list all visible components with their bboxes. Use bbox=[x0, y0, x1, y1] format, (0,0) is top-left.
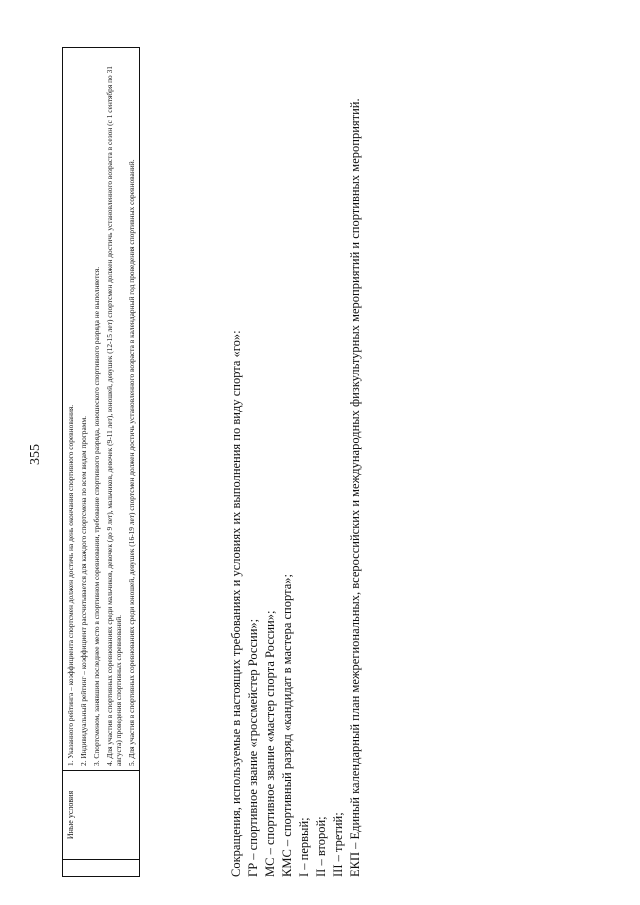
abbreviations-intro: Сокращения, используемые в настоящих требованиях и условиях их выполнения по виду спорта «го»: bbox=[229, 330, 243, 877]
condition-3: 3. Спортсменом, занявшим последнее место в спортивном соревновании, требование спортивного разряда, юношеского спортивного разряда не выполняется. bbox=[92, 266, 101, 766]
abbreviation-third: III – третий; bbox=[331, 812, 345, 877]
condition-1: 1. Указанного рейтинга – коэффициента спортсмен должен достичь на день окончания спортивного соревнования. bbox=[66, 404, 75, 766]
table-cell-empty bbox=[63, 860, 140, 877]
abbreviation-ms: МС – спортивное звание «мастер спорта России»; bbox=[263, 610, 277, 877]
abbreviation-ekp: ЕКП – Единый календарный план межрегиональных, всероссийских и международных физкультурных мероприятий и спортивных мероприятий. bbox=[348, 98, 362, 877]
abbreviation-gr: ГР – спортивное звание «гроссмейстер России»; bbox=[246, 618, 260, 877]
abbreviation-second: II – второй; bbox=[314, 816, 328, 877]
condition-5: 5. Для участия в спортивных соревнованиях среди юношей, девушек (16-19 лет) спортсмен должен достичь установленного возраста в календарный год проведения спортивных соревнований. bbox=[127, 159, 136, 766]
abbreviation-first: I – первый; bbox=[297, 817, 311, 877]
condition-2: 2. Индивидуальный рейтинг – коэффициент рассчитывается для каждого спортсмена по всем видам программ. bbox=[79, 416, 88, 766]
abbreviation-kms: КМС – спортивный разряд «кандидат в мастера спорта»; bbox=[280, 574, 294, 877]
abbreviations-section bbox=[228, 47, 364, 877]
conditions-cell bbox=[63, 48, 140, 771]
table-row bbox=[63, 48, 140, 877]
requirements-table bbox=[62, 47, 140, 877]
row-label-other-conditions: Иные условия bbox=[63, 771, 140, 860]
condition-4: 4. Для участия в спортивных соревнованиях среди мальчиков, девочек (до 9 лет), мальчиков, девочек (9-11 лет), юношей, девушек (12-15 лет) спортсмен должен достичь установленного возраста в сезон (с 1 сентября по 31 августа) проведения спортивных соревнований. bbox=[105, 66, 123, 766]
page-number: 355 bbox=[28, 444, 43, 465]
